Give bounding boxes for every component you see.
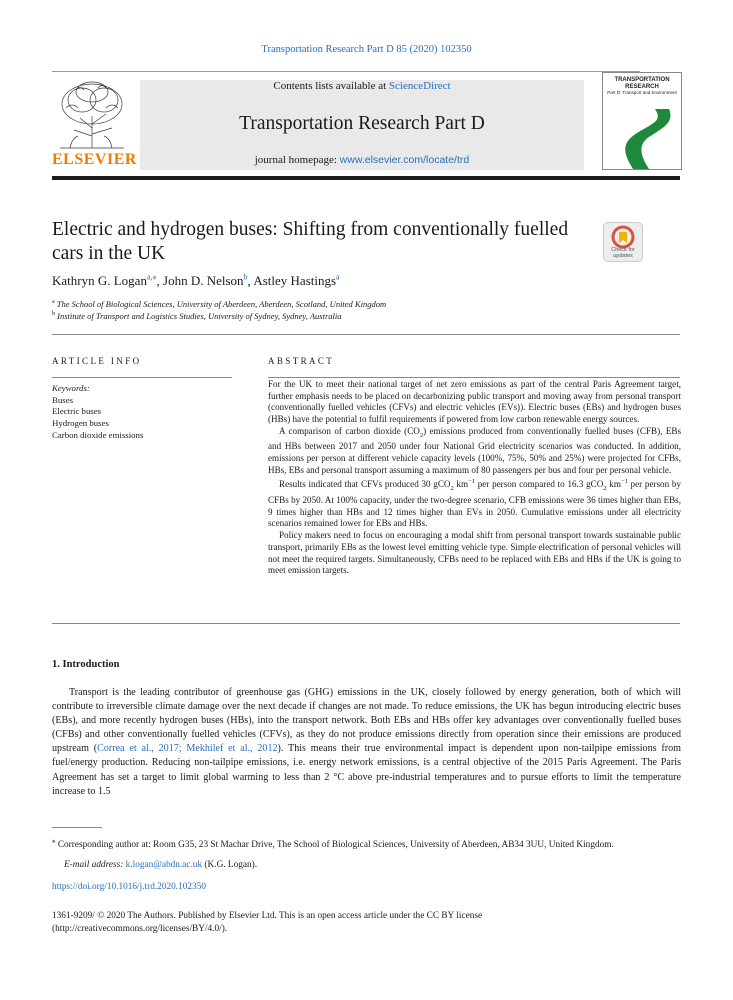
check-for-updates-badge[interactable]: Check for updates	[603, 222, 643, 262]
citation-link[interactable]: Correa et al., 2017; Mekhilef et al., 2012	[97, 743, 278, 755]
abstract-paragraph: Results indicated that CFVs produced 30 gCO$_2$ $km^{-1}$ per person compared to 16.3 gCO$_2$ $km^{-1}$ per person by CFBs by 2050. At 100% capacity, under the two-degree scenario, CFB emissions were 36 times higher than EBs, 9 times higher than HBs and 12 times higher than EVs in 2050. Cumulative emissions under all electricity scenarios remained lower for EBs and HBs.	[268, 478, 681, 529]
author[interactable]: John D. Nelson$^b$	[163, 273, 248, 289]
journal-cover[interactable]	[602, 72, 682, 170]
footnote-rule	[52, 827, 102, 828]
homepage-link[interactable]: www.elsevier.com/locate/trd	[339, 154, 470, 166]
affiliation: $^a$ The School of Biological Sciences, University of Aberdeen, Aberdeen, Scotland, United Kingdom	[52, 299, 387, 309]
sciencedirect-link[interactable]: ScienceDirect	[388, 80, 451, 92]
section-rule	[52, 334, 680, 335]
contents-line: Contents lists available at ScienceDirect	[273, 80, 451, 92]
abstract-rule	[268, 377, 680, 378]
doi-link[interactable]: https://doi.org/10.1016/j.trd.2020.102350	[52, 882, 207, 892]
journal-title: Transportation Research Part D	[239, 113, 485, 134]
abstract-paragraph: For the UK to meet their national target of net zero emissions as part of the central Paris Agreement target, further emphasis needs to be placed on decarbonizing public transport and moving away from personal transport (conventionally fuelled vehicles (CFVs) and electric vehicles (EVs)). Electric buses (EBs) and hydrogen buses (HBs) have the potential to fulfil requirements if powered from low carbon renewable energy sources.	[268, 379, 681, 425]
header-rule	[52, 71, 640, 72]
journal-reference[interactable]: Transportation Research Part D 85 (2020) 102350	[261, 44, 472, 55]
article-info-rule	[52, 377, 232, 378]
abstract-bottom-rule	[52, 623, 680, 624]
abstract-body	[268, 379, 681, 577]
email-line: E-mail address: k.logan@abdn.ac.uk (K.G. Logan).	[64, 860, 258, 870]
cover-title: TRANSPORTATION RESEARCH Part D: Transport and Environment	[607, 77, 677, 95]
keyword: Buses	[52, 394, 74, 405]
article-title: Electric and hydrogen buses: Shifting from conventionally fuelled cars in the UK	[52, 219, 569, 264]
abstract-paragraph: A comparison of carbon dioxide $(CO_2)$ emissions produced from conventionally fuelled buses (CFB), EBs and HBs between 2017 and 2050 under four National Grid electricity scenarios was conducted. In addition, emissions per person at different vehicle capacity levels (100%, 75%, 50% and 25%) were projected for CFBs, HBs, EBs and personal transport assuming a maximum of 80 passengers per bus and four per personal vehicle.	[268, 425, 681, 475]
abstract-paragraph: Policy makers need to focus on encouraging a modal shift from personal transport towards sustainable public transport, primarily EBs as the lowest level emitting vehicle type. Simple electrification of personal vehicles will not meet the required targets. Simultaneously, CFBs need to be replaced with EBs and HBs if the UK is going to meet emission targets.	[268, 530, 681, 576]
keyword: Electric buses	[52, 406, 102, 417]
section-heading-introduction: 1. Introduction	[52, 659, 120, 670]
author[interactable]: Astley Hastings$^a$	[253, 273, 340, 289]
author[interactable]: Kathryn G. Logan$^{a,⁎}$	[52, 273, 157, 289]
email-link[interactable]: k.logan@abdn.ac.uk	[125, 860, 203, 870]
affiliation: $^b$ Institute of Transport and Logistics Studies, University of Sydney, Sydney, Australia	[52, 311, 342, 321]
intro-paragraph: Transport is the leading contributor of greenhouse gas (GHG) emissions in the UK, closely followed by energy generation, both of which will contribute to irreversible climate damage over the next decade if changes are not made. To reduce emissions, the UK has begun introducing electric buses (EBs), and more recently hydrogen buses (HBs), into the transport network. Both EBs and HBs offer key advantages over conventionally fuelled buses (CFBs) and other conventionally fuelled vehicles (CFVs), as they do not produce emissions directly from operation since their emissions are produced upstream (Correa et al., 2017; Mekhilef et al., 2012). This means their true environmental impact is dependent upon non-tailpipe emissions from fuel/energy production. Reducing non-tailpipe emissions, i.e. energy network emissions, is a central objective of the 2015 Paris Agreement. The Paris Agreement has set a target to limit global warming to less than 2 °C above pre-industrial temperatures and to pursue efforts to limit the temperature increase to 1.5	[52, 687, 681, 797]
keyword: Carbon dioxide emissions	[52, 429, 144, 440]
keywords-label: Keywords:	[52, 383, 90, 393]
keyword: Hydrogen buses	[52, 418, 109, 429]
header-thick-rule	[52, 176, 680, 180]
abstract-heading: ABSTRACT	[268, 356, 335, 366]
journal-homepage: journal homepage: www.elsevier.com/locate/trd	[254, 154, 470, 166]
license-note: 1361-9209/ © 2020 The Authors. Published by Elsevier Ltd. This is an open access article under the CC BY license (http://creativecommons.org/licenses/BY/4.0/).	[52, 911, 483, 934]
article-info-heading: ARTICLE INFO	[52, 356, 142, 366]
author-list: Kathryn G. Logan$^{a,⁎}$, John D. Nelson$^b$, Astley Hastings$^a$	[52, 273, 340, 289]
corresponding-author-note: ⁎ Corresponding author at: Room G35, 23 St Machar Drive, The School of Biological Sciences, University of Aberdeen, AB34 3UU, United Kingdom.	[52, 837, 614, 851]
elsevier-wordmark: ELSEVIER	[52, 151, 137, 168]
keywords-block	[52, 383, 143, 442]
cover-road-graphic	[603, 73, 681, 169]
